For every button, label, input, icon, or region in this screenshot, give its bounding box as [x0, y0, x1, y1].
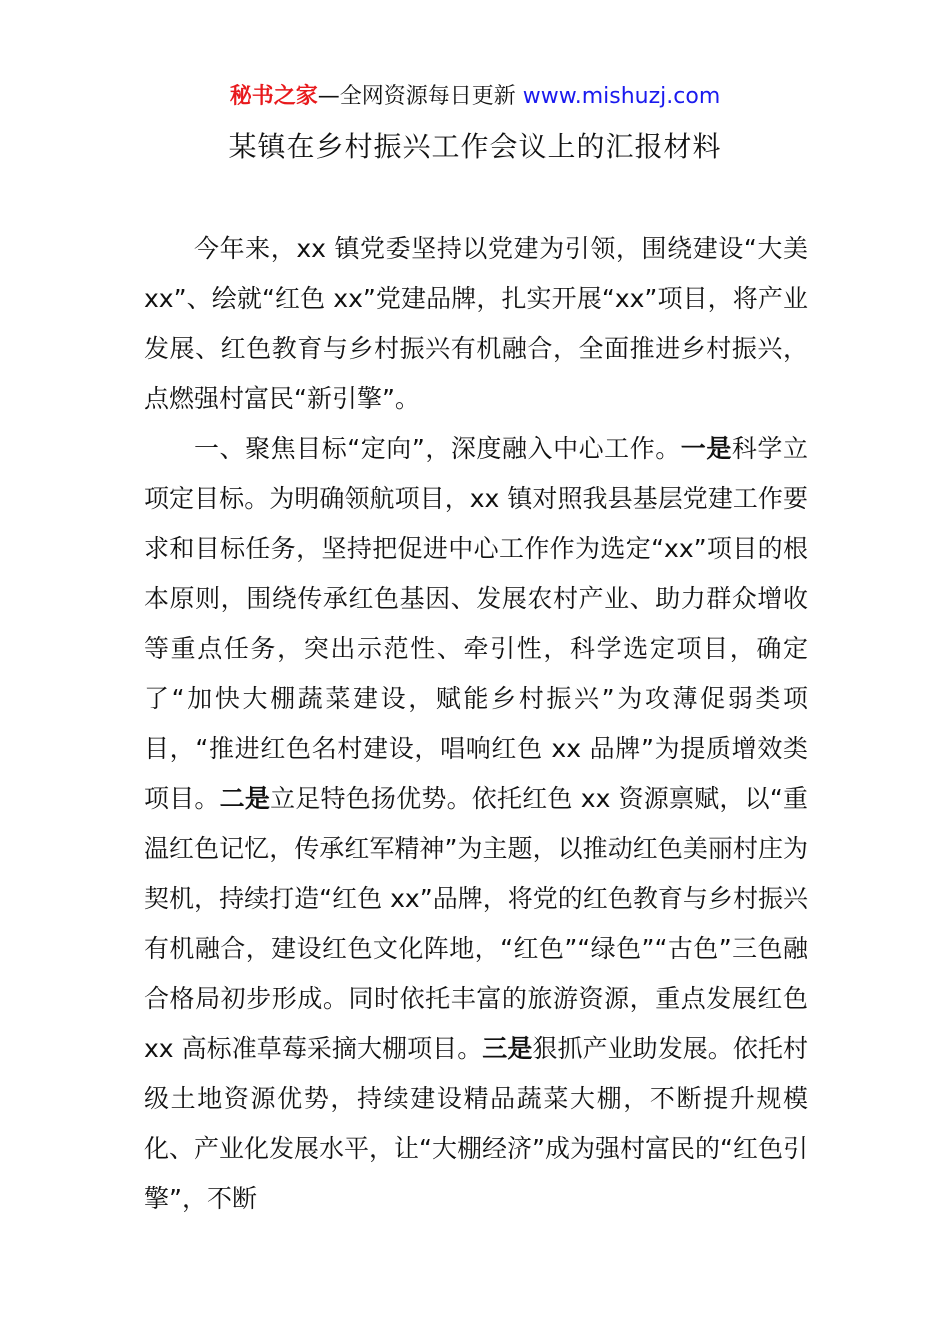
- section-1-heading: 一、聚焦目标“定向”，深度融入中心工作。: [194, 434, 681, 463]
- intro-paragraph: 今年来，xx 镇党委坚持以党建为引领，围绕建设“大美 xx”、绘就“红色 xx”党建品牌，扎实开展“xx”项目，将产业发展、红色教育与乡村振兴有机融合，全面推进乡村振兴，点燃强村富民“新引擎”。: [144, 234, 808, 413]
- site-header: [0, 80, 950, 114]
- section-1-paragraph: [144, 424, 808, 1224]
- point-1-label: 一是: [680, 434, 732, 463]
- site-name: 秘书之家: [229, 84, 318, 109]
- site-tagline: —全网资源每日更新: [317, 84, 523, 109]
- point-1-text: 科学立项定目标。为明确领航项目，xx 镇对照我县基层党建工作要求和目标任务，坚持把促进中心工作作为选定“xx”项目的根本原则，围绕传承红色基因、发展农村产业、助力群众增收等重点任务，突出示范性、牵引性，科学选定项目，确定了“加快大棚蔬菜建设，赋能乡村振兴”为攻薄促弱类项目，“推进红色名村建设，唱响红色 xx 品牌”为提质增效类项目。: [144, 434, 808, 813]
- point-2-label: 二是: [219, 784, 271, 813]
- point-3-text: 狠抓产业助发展。依托村级土地资源优势，持续建设精品蔬菜大棚，不断提升规模化、产业化发展水平，让“大棚经济”成为强村富民的“红色引擎”，不断: [144, 1034, 808, 1213]
- point-3-label: 三是: [482, 1034, 533, 1063]
- point-2-text: 立足特色扬优势。依托红色 xx 资源禀赋，以“重温红色记忆，传承红军精神”为主题，以推动红色美丽村庄为契机，持续打造“红色 xx”品牌，将党的红色教育与乡村振兴有机融合，建设红色文化阵地，“红色”“绿色”“古色”三色融合格局初步形成。同时依托丰富的旅游资源，重点发展红色 xx 高标准草莓采摘大棚项目。: [144, 784, 808, 1063]
- site-url-link[interactable]: www.mishuzj.com: [522, 84, 721, 109]
- document-body: [144, 224, 808, 1224]
- document-title: 某镇在乡村振兴工作会议上的汇报材料: [228, 130, 722, 163]
